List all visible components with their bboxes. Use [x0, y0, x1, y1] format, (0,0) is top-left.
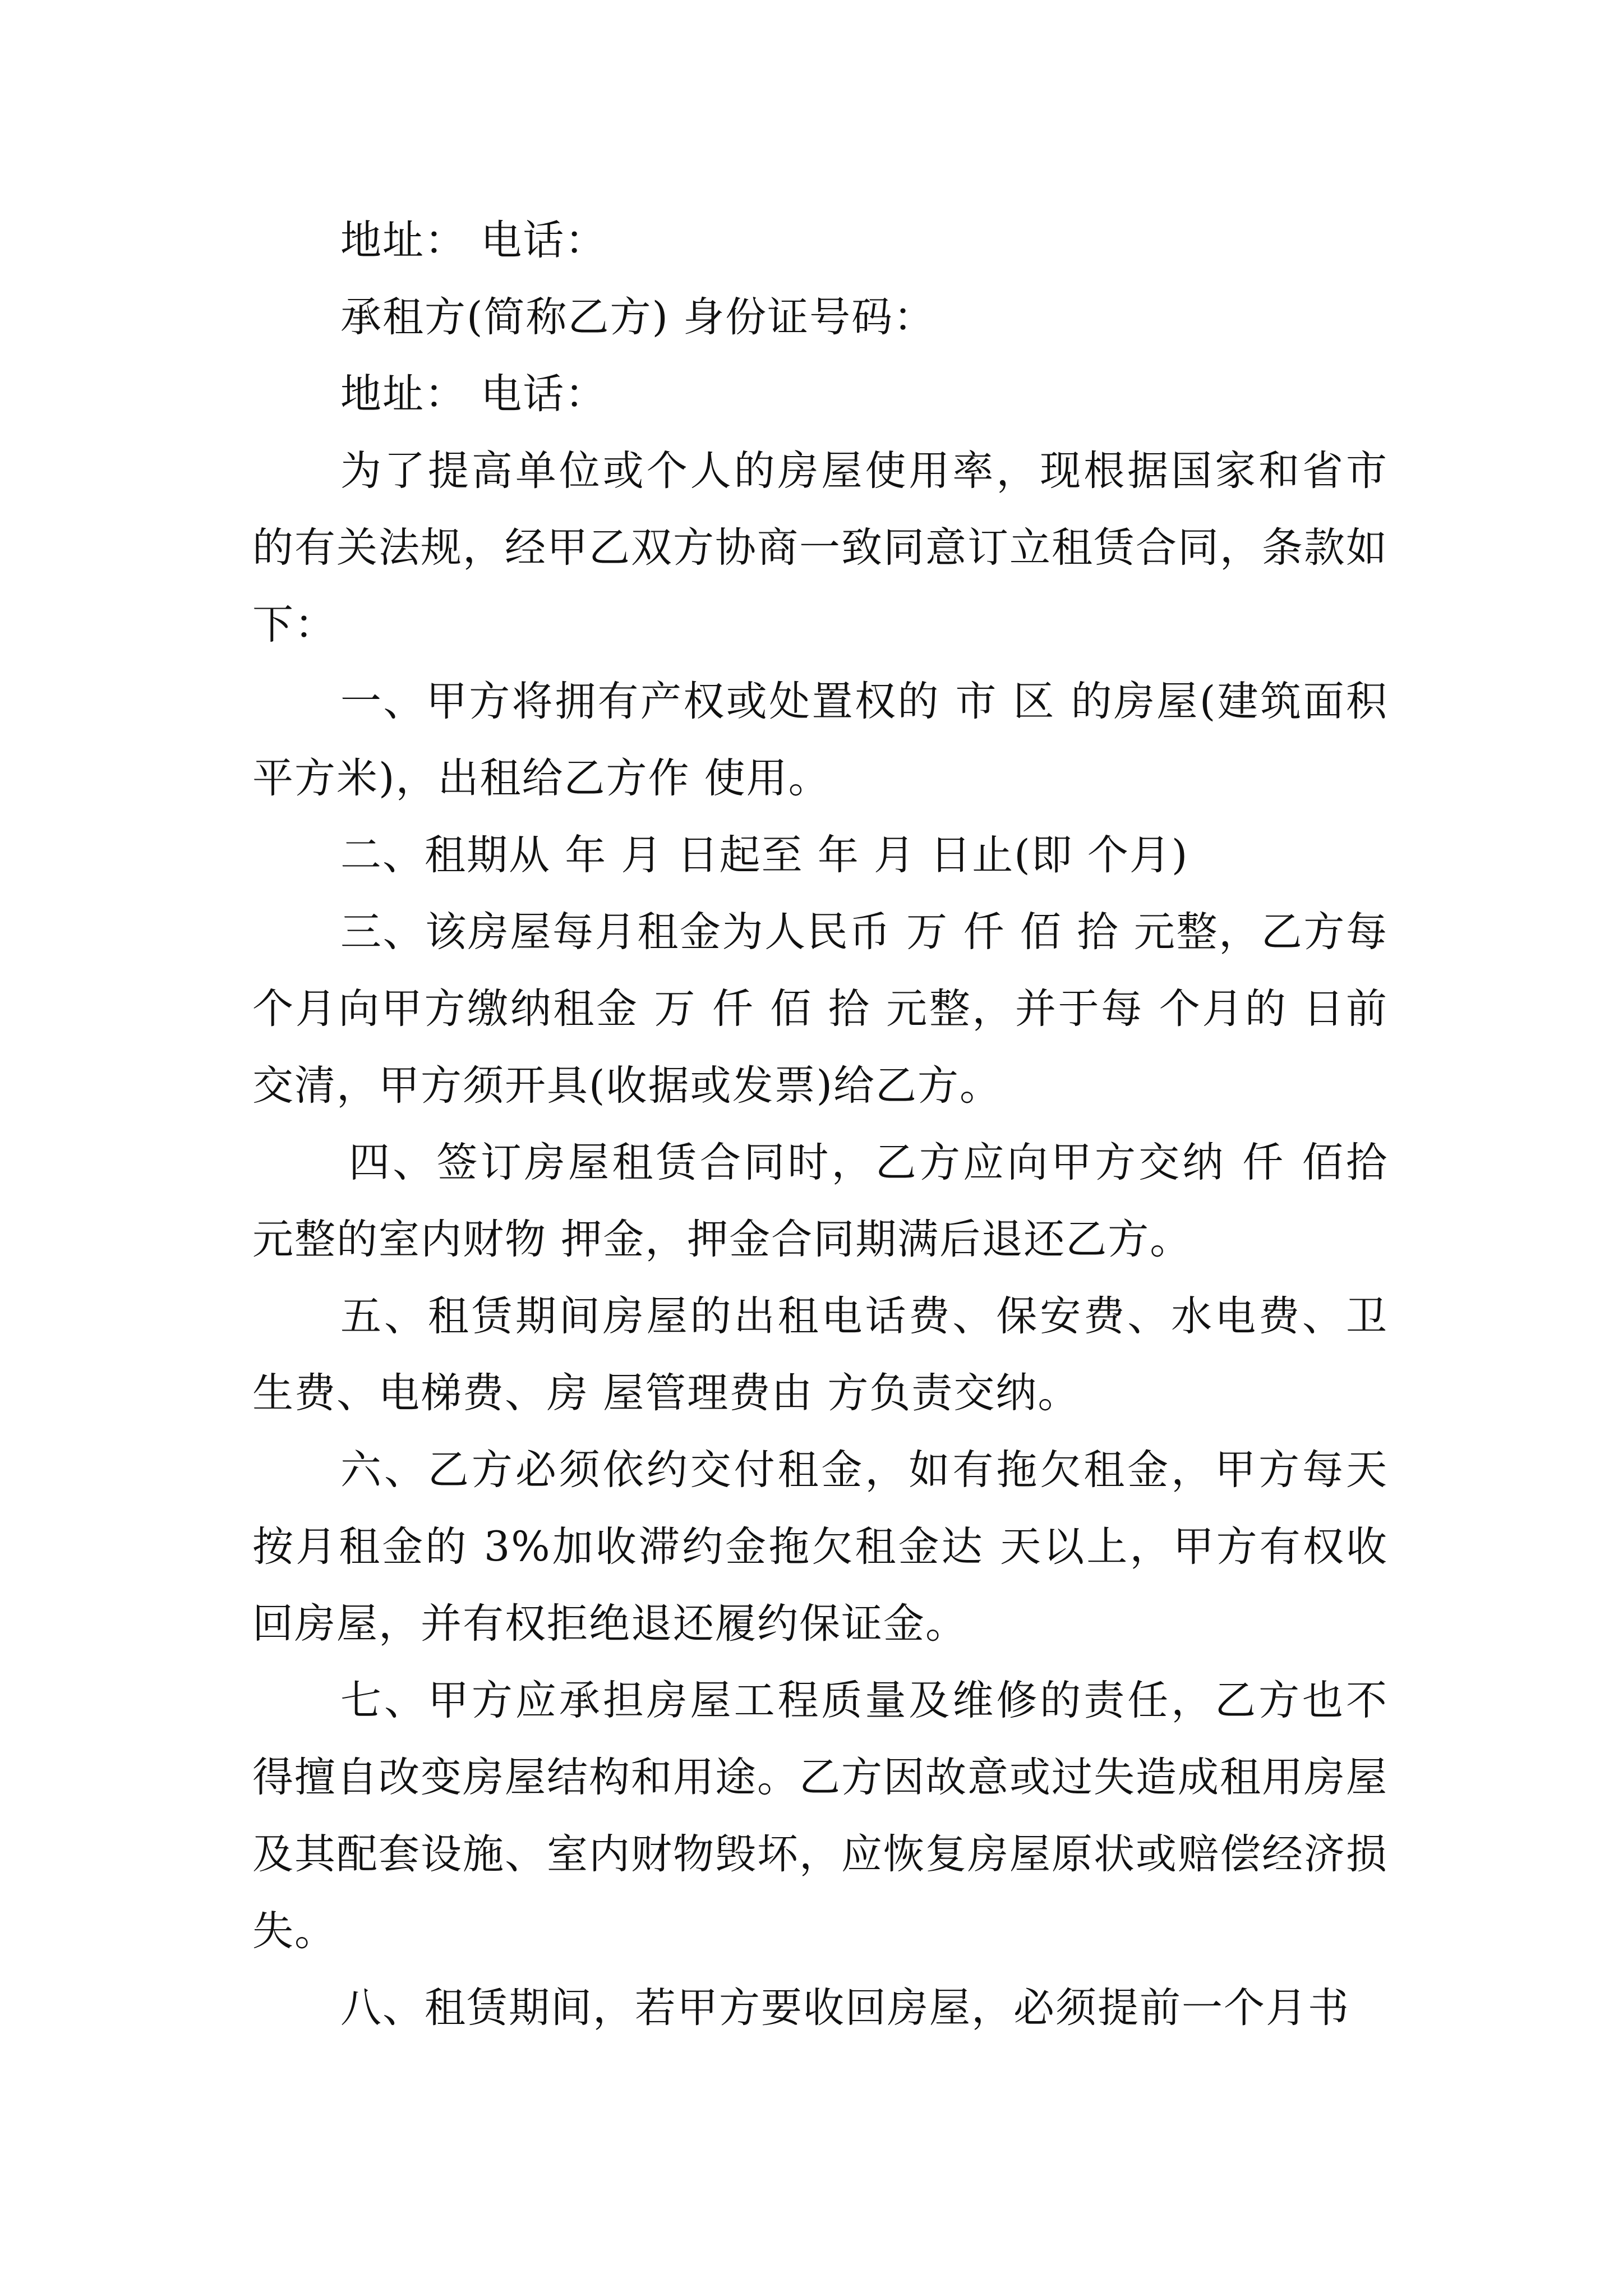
clause-1: 一、甲方将拥有产权或处置权的 市 区 的房屋(建筑面积 平方米)，出租给乙方作 使用。: [252, 678, 1388, 802]
clause-3: 三、该房屋每月租金为人民币 万 仟 佰 拾 元整，乙方每 个月向甲方缴纳租金 万 仟 佰 拾 元整，并于每 个月的 日前交清，甲方须开具(收据或发票)给乙方。: [252, 908, 1388, 1110]
lessor-address-phone-line: 地址： 电话：: [340, 217, 607, 264]
clause-8: 八、租赁期间，若甲方要收回房屋，必须提前一个月书: [340, 1984, 1350, 2032]
clause-7: 七、甲方应承担房屋工程质量及维修的责任，乙方也不得擅自改变房屋结构和用途。乙方因故意或过失造成租用房屋及其配套设施、室内财物毁坏，应恢复房屋原状或赔偿经济损失。: [252, 1677, 1388, 1955]
clause-4: 四、签订房屋租赁合同时，乙方应向甲方交纳 仟 佰拾 元整的室内财物 押金，押金合同期满后退还乙方。: [252, 1139, 1388, 1263]
preamble-paragraph: 为了提高单位或个人的房屋使用率，现根据国家和省市的有关法规，经甲乙双方协商一致同意订立租赁合同，条款如下：: [252, 447, 1388, 648]
clause-6: 六、乙方必须依约交付租金，如有拖欠租金，甲方每天按月租金的 3%加收滞约金拖欠租金达 天以上，甲方有权收回房屋，并有权拒绝退还履约保证金。: [252, 1446, 1388, 1648]
contract-body: [252, 202, 1388, 2046]
lessee-id-line: 承租方(简称乙方) 身份证号码：: [340, 293, 936, 341]
clause-2: 二、租期从 年 月 日起至 年 月 日止(即 个月): [340, 831, 1189, 879]
clause-5: 五、租赁期间房屋的出租电话费、保安费、水电费、卫生费、电梯费、房 屋管理费由 方负责交纳。: [252, 1292, 1388, 1417]
lessee-address-phone-line: 地址： 电话：: [340, 370, 607, 418]
